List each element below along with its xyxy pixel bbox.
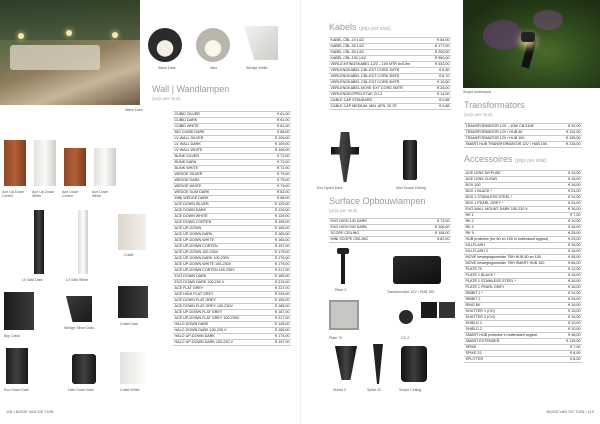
- product-price: € 12,00: [562, 267, 582, 273]
- product-name: ACE UP-DOWN CORTEN: [173, 244, 267, 250]
- accessories-title: Accessoires: [464, 154, 513, 164]
- product-name: ACE UP-DOWN FLAT GREY 100-230V: [173, 316, 267, 322]
- product-price: € 0,88: [430, 104, 451, 110]
- lamp-caption-cubid: Cubid: [124, 253, 134, 257]
- product-price: € 16,00: [562, 183, 582, 189]
- product-price: € 16,00: [562, 225, 582, 231]
- product-price: € 10,00: [562, 219, 582, 225]
- surface-section-title: Surface Opbouwlampen: [329, 196, 426, 206]
- product-price: € 8,70: [430, 74, 451, 80]
- product-price: € 217,00: [267, 316, 291, 322]
- riser-lamp: [341, 252, 345, 284]
- product-name: EVO DOWN DARK 100-230 V: [173, 280, 267, 286]
- evo-hydro-dark-lamp: [331, 132, 359, 182]
- product-name: SHIELD 1: [464, 321, 562, 327]
- product-name: RK 2: [464, 219, 562, 225]
- product-price: € 29,00: [562, 237, 582, 243]
- table-row: [464, 357, 582, 363]
- product-price: € 24,00: [562, 195, 582, 201]
- product-name: VERLICHTINGSKABEL 12/2 – 100 MTR 6x0,5m: [329, 62, 430, 68]
- lamp-caption-cubid-white: Cubid White: [120, 388, 140, 392]
- product-name: HALO UP-DOWN DARK: [173, 334, 267, 340]
- product-name: BIG CUBID DARK: [173, 130, 267, 136]
- scope-caption: Scope buitenspot: [463, 90, 491, 94]
- transformers-section-title: Transformators: [464, 100, 525, 110]
- product-price: € 129,00: [267, 202, 291, 208]
- product-name: VERLENGKABEL CBL-EXT CORD 5MTR: [329, 80, 430, 86]
- product-price: € 32,00: [562, 124, 582, 130]
- product-price: € 175,00: [267, 334, 291, 340]
- photo-caption: Wave Dark: [125, 108, 143, 112]
- product-price: € 10,00: [562, 327, 582, 333]
- lv-wall-dark-lamp: [34, 210, 44, 274]
- product-name: KABEL CBL-10 14/2: [329, 38, 430, 44]
- product-price: € 177,00: [430, 44, 451, 50]
- product-name: EVO HIGH 140 DARK: [329, 219, 414, 225]
- product-price: € 79,00: [267, 172, 291, 178]
- product-name: CABLE CAP MEDIUM. MIN. AFN. 25 ST.: [329, 104, 430, 110]
- lamp-caption-cubid-dark: Cubid Dark: [120, 322, 138, 326]
- product-name: ACE DOWN SILVER: [173, 202, 267, 208]
- product-price: € 6,50: [430, 68, 451, 74]
- product-name: KABEL CBL-30 14/2: [329, 44, 430, 50]
- mini-scope-ceiling-lamp: [403, 140, 417, 180]
- product-price: € 114,00: [562, 130, 582, 136]
- product-name: CABLE CAP STANDARD: [329, 98, 430, 104]
- product-price: € 15,00: [562, 315, 582, 321]
- product-price: € 109,00: [267, 148, 291, 154]
- product-name: ACE UP-DOWN: [173, 226, 267, 232]
- transformator-lamp: [393, 256, 441, 284]
- scope-garden-photo: [463, 0, 600, 88]
- product-price: € 165,00: [267, 238, 291, 244]
- product-price: € 119,00: [562, 339, 582, 345]
- product-name: KABEL CBL-50 14/2: [329, 50, 430, 56]
- product-price: € 79,00: [267, 178, 291, 184]
- plate70-lamp: [329, 300, 359, 330]
- product-price: € 72,00: [267, 166, 291, 172]
- product-name: CUBID DARK: [173, 118, 267, 124]
- product-price: € 73,00: [414, 219, 451, 225]
- product-price: € 108,00: [414, 231, 451, 237]
- lamp-caption-ace-down-white: Ace Down White: [92, 190, 109, 198]
- product-price: € 88,00: [267, 130, 291, 136]
- product-price: € 82,00: [414, 237, 451, 243]
- product-price: € 15,00: [562, 177, 582, 183]
- product-name: ACE LENS DIFFUSE: [464, 171, 562, 177]
- product-price: € 109,00: [267, 136, 291, 142]
- product-name: MOVE bewegingsmelder TBH HUB 60 en 100: [464, 255, 562, 261]
- product-name: ACE UP-DOWN CORTEN 100-230V: [173, 268, 267, 274]
- product-price: € 14,00: [430, 92, 451, 98]
- surface-section-subtitle: (prijs per stuk): [329, 208, 358, 213]
- product-name: EVO DOWN DARK: [173, 274, 267, 280]
- product-price: € 48,00: [562, 333, 582, 339]
- cables-title: Kabels: [329, 22, 357, 32]
- product-price: € 129,00: [267, 214, 291, 220]
- cables-subtitle: (prijs per stuk): [359, 26, 391, 32]
- product-price: € 72,00: [267, 154, 291, 160]
- spike-caption: Spike 22: [367, 388, 381, 392]
- wall-section-subtitle: (prijs per stuk): [152, 96, 181, 101]
- product-name: ACE DOWN FLAT GREY 100-230V: [173, 304, 267, 310]
- product-price: € 16,00: [562, 243, 582, 249]
- product-name: TRANSFORMATOR 12V – 10W CB-510E: [464, 124, 562, 130]
- product-name: ACE FLAT GREY: [173, 286, 267, 292]
- lamp-caption-ace-up-down-corten: Ace Up-Down Corten: [2, 190, 25, 198]
- product-price: € 155,00: [267, 220, 291, 226]
- product-price: € 16,00: [562, 207, 582, 213]
- accessories-price-table: [464, 170, 582, 363]
- product-price: € 16,00: [562, 285, 582, 291]
- product-price: € 215,00: [267, 280, 291, 286]
- product-name: RK 5: [464, 231, 562, 237]
- cc2-lamp: [399, 310, 413, 324]
- product-price: € 109,00: [267, 142, 291, 148]
- surface-price-table: [329, 218, 451, 243]
- product-price: € 185,00: [267, 274, 291, 280]
- product-name: MINI WEDGE DARK: [173, 196, 267, 202]
- product-price: € 26,00: [562, 297, 582, 303]
- product-name: PLATE 1 PEARL GREY: [464, 285, 562, 291]
- ace-up-down-corten-lamp: [4, 140, 26, 186]
- product-price: € 16,00: [562, 249, 582, 255]
- product-price: € 179,00: [267, 256, 291, 262]
- scope-ceiling-caption: Scope Ceiling: [399, 388, 422, 392]
- product-price: € 227,00: [267, 286, 291, 292]
- product-price: € 10,00: [562, 321, 582, 327]
- product-name: TRANSFORMATOR 12V / HUB 60: [464, 130, 562, 136]
- product-price: € 64,00: [430, 38, 451, 44]
- lamp-caption-evo-down-dark: Evo Down Dark: [4, 388, 29, 392]
- product-name: SHIELD 2: [464, 327, 562, 333]
- lamp-caption-nice: Nice: [210, 66, 218, 70]
- product-price: € 24,00: [562, 189, 582, 195]
- product-name: MOVE bewegingsmelder TBH SMART HUB 150: [464, 261, 562, 267]
- product-price: € 61,00: [267, 112, 291, 118]
- product-name: SMART HUB protector in buitenkant opgest.: [464, 333, 562, 339]
- product-price: € 25,00: [562, 231, 582, 237]
- product-name: SHUTTER 1 (CH): [464, 309, 562, 315]
- product-price: € 48,00: [562, 255, 582, 261]
- accessories-subtitle: (prijs per stuk): [515, 158, 547, 164]
- product-name: BLINK SILVER: [173, 154, 267, 160]
- product-price: € 66,00: [562, 261, 582, 267]
- evo-down-dark-lamp: [6, 348, 28, 384]
- product-name: ACE UP-DOWN DARK 100-230V: [173, 256, 267, 262]
- product-name: VERLENGKOPPELSTUK CC-2: [329, 92, 430, 98]
- product-name: EVO WALL MOUNT DARK 100-230 V: [464, 207, 562, 213]
- product-name: ACE UP-DOWN DARK: [173, 232, 267, 238]
- product-name: SPLITTER: [464, 357, 562, 363]
- left-page-footer: 118 | BASIS VAN DE TUIN: [6, 409, 54, 414]
- product-price: € 197,00: [267, 340, 291, 346]
- product-name: SHUTTER 2 (CH): [464, 315, 562, 321]
- product-name: PLATE 1 STAINLESS STEEL *: [464, 279, 562, 285]
- wave-dark-lamp: [148, 28, 182, 62]
- product-price: € 79,00: [267, 184, 291, 190]
- product-name: WEDGE SLIM DARK: [173, 190, 267, 196]
- product-price: € 8,00: [562, 357, 582, 363]
- product-name: BOX 1 BLACK *: [464, 189, 562, 195]
- shield-lamp: [335, 346, 357, 380]
- product-name: PLATE 70: [464, 267, 562, 273]
- product-name: SCOPE CEILING: [329, 231, 414, 237]
- right-page: [300, 0, 600, 424]
- product-name: HALO UP-DOWN DARK 100-230 V: [173, 340, 267, 346]
- product-name: ACE DOWN FLAT GREY: [173, 298, 267, 304]
- product-name: RIBBIT 2: [464, 297, 562, 303]
- box-grey-lamp: [439, 302, 455, 318]
- lamp-caption-lv-wall-dark: LV Wall Dark: [22, 278, 43, 282]
- product-price: € 0,88: [430, 98, 451, 104]
- riser-caption: Riser 2: [335, 288, 347, 292]
- big-cubid-lamp: [4, 292, 34, 330]
- product-price: € 106,00: [414, 225, 451, 231]
- product-name: LV WALL WHITE: [173, 148, 267, 154]
- product-name: SPIKE 22: [464, 351, 562, 357]
- scope-ceiling-lamp: [401, 346, 427, 382]
- product-price: € 239,00: [267, 292, 291, 298]
- cables-price-table: [329, 37, 451, 110]
- wedge-silver-dark-lamp: [66, 296, 92, 322]
- table-row: [464, 142, 582, 148]
- product-price: € 16,00: [562, 303, 582, 309]
- product-price: € 7,00: [562, 213, 582, 219]
- garden-photo: [0, 0, 140, 105]
- product-name: WEDGE SILVER: [173, 172, 267, 178]
- product-name: HALO DOWN DARK 100-230 V: [173, 328, 267, 334]
- product-price: € 290,00: [430, 50, 451, 56]
- product-name: HALO DOWN DARK: [173, 322, 267, 328]
- product-name: ACE UP-DOWN WHITE: [173, 238, 267, 244]
- product-price: € 165,00: [267, 232, 291, 238]
- table-row: [329, 237, 451, 243]
- cubid-dark-lamp: [118, 286, 148, 318]
- product-price: € 7,00: [562, 345, 582, 351]
- product-price: € 15,00: [562, 171, 582, 177]
- product-name: ACE DOWN CORTEN: [173, 220, 267, 226]
- product-price: € 218,00: [562, 142, 582, 148]
- table-row: [329, 104, 451, 110]
- product-name: CUBID WHITE: [173, 124, 267, 130]
- product-name: ACE LENS CLEAR: [464, 177, 562, 183]
- cubid-white-lamp: [120, 352, 146, 384]
- lamp-caption-lv-wall-white: LV Wall White: [66, 278, 89, 282]
- wall-price-table: [173, 111, 291, 346]
- lamp-caption-wedge-white: Wedge White: [246, 66, 268, 70]
- transformers-section-subtitle: (prijs per stuk): [464, 112, 493, 117]
- lamp-caption-wedge-silver-dark: Wedge Silver Dark: [64, 326, 94, 330]
- product-name: HUB protector (for 60 en 100 in buitenkant opgest): [464, 237, 562, 243]
- product-name: KILLFLASH 2: [464, 249, 562, 255]
- product-price: € 24,00: [562, 201, 582, 207]
- product-name: RK 4: [464, 225, 562, 231]
- right-page-footer: BASIS VAN DE TUIN | 119: [546, 409, 594, 414]
- product-price: € 72,00: [267, 160, 291, 166]
- product-name: EVO HIGH 940 DARK: [329, 225, 414, 231]
- ace-down-white-lamp: [94, 148, 116, 186]
- lamp-caption-big-cubid: Big Cubid: [4, 334, 20, 338]
- product-name: SMART HUB TRANSFORMATOR 12V / HUB 150: [464, 142, 562, 148]
- product-name: SPIKE: [464, 345, 562, 351]
- mini-scope-caption: Mini Scope Ceiling: [396, 186, 426, 190]
- product-price: € 165,00: [267, 226, 291, 232]
- product-price: € 82,00: [267, 190, 291, 196]
- ace-up-down-white-lamp: [34, 140, 56, 186]
- product-name: VERLENGKABEL MOVE EXT CORD 5MTR: [329, 86, 430, 92]
- product-price: € 187,00: [267, 310, 291, 316]
- plate70-caption: Plate 70: [329, 336, 343, 340]
- shield-caption: Shield 2: [333, 388, 346, 392]
- product-name: BLINK DARK: [173, 160, 267, 166]
- lamp-caption-ace-up-down-white: Ace Up-Down White: [32, 190, 55, 198]
- product-price: € 8,00: [562, 351, 582, 357]
- product-price: € 16,00: [562, 273, 582, 279]
- ace-down-corten-lamp: [64, 148, 86, 186]
- cubid-lamp: [118, 214, 146, 250]
- product-price: € 179,00: [267, 262, 291, 268]
- product-name: VERLENGKABEL CBL-EXT CORD 1MTR: [329, 68, 430, 74]
- product-price: € 15,00: [562, 309, 582, 315]
- product-price: € 26,00: [430, 86, 451, 92]
- product-name: RK 1: [464, 213, 562, 219]
- wall-section-title: Wall | Wandlampen: [152, 84, 230, 94]
- transformers-price-table: [464, 123, 582, 148]
- product-name: KILLFLASH: [464, 243, 562, 249]
- product-name: ACE DOWN DARK: [173, 208, 267, 214]
- product-price: € 197,00: [267, 244, 291, 250]
- product-name: KABEL CBL-100 14/2: [329, 56, 430, 62]
- product-name: VERLENGKABEL CBL-EXT CORD 3MTR: [329, 74, 430, 80]
- product-price: € 590,00: [430, 56, 451, 62]
- product-price: € 217,00: [267, 268, 291, 274]
- product-name: RING 80: [464, 303, 562, 309]
- product-name: ACE HIGH FLAT GREY: [173, 292, 267, 298]
- product-price: € 68,00: [267, 196, 291, 202]
- product-price: € 179,00: [267, 250, 291, 256]
- product-name: ACE UP-DOWN FLAT GREY: [173, 310, 267, 316]
- product-name: ACE UP-DOWN 100-230V: [173, 250, 267, 256]
- product-price: € 24,00: [562, 291, 582, 297]
- cables-section-title: [329, 22, 391, 32]
- transformator-caption: Transformator 12V / HUB 150: [387, 290, 435, 294]
- table-row: [173, 340, 291, 346]
- product-name: LV WALL SILVER: [173, 136, 267, 142]
- accessories-section-title: [464, 154, 547, 164]
- product-price: € 61,00: [267, 124, 291, 130]
- spike-lamp: [373, 344, 383, 384]
- product-price: € 155,00: [267, 298, 291, 304]
- lv-wall-white-lamp: [78, 210, 88, 274]
- product-name: LV WALL DARK: [173, 142, 267, 148]
- product-price: € 129,00: [267, 208, 291, 214]
- product-price: € 185,00: [267, 304, 291, 310]
- product-name: CUBID SILVER: [173, 112, 267, 118]
- product-name: SMART EXTENDER: [464, 339, 562, 345]
- product-name: BOX 1 STAINLESS STEEL *: [464, 195, 562, 201]
- product-name: RIBBIT 1 *: [464, 291, 562, 297]
- product-price: € 16,00: [562, 279, 582, 285]
- product-price: € 145,00: [267, 322, 291, 328]
- lamp-caption-wave-dark: Wave Dark: [158, 66, 176, 70]
- product-price: € 61,00: [267, 118, 291, 124]
- evo-hydro-caption: Evo Hydro Dark: [317, 186, 343, 190]
- product-name: MINI SCOPE CEILING: [329, 237, 414, 243]
- riser-head-icon: [337, 248, 349, 254]
- product-price: € 533,00: [430, 62, 451, 68]
- product-name: WEDGE DARK: [173, 178, 267, 184]
- product-name: TRANSFORMATOR 12V / HUB 100: [464, 136, 562, 142]
- product-price: € 10,90: [430, 80, 451, 86]
- halo-down-dark-lamp: [72, 354, 96, 384]
- lamp-caption-halo-down-dark: Halo Down Dark: [68, 388, 95, 392]
- product-name: WEDGE WHITE: [173, 184, 267, 190]
- nice-lamp: [196, 28, 230, 62]
- product-name: BLINK WHITE: [173, 166, 267, 172]
- product-name: ACE DOWN WHITE: [173, 214, 267, 220]
- cc2-caption: CC-2: [401, 336, 410, 340]
- lamp-caption-ace-down-corten: Ace Down Corten: [62, 190, 79, 198]
- product-name: PLATE 1 BLACK *: [464, 273, 562, 279]
- product-name: BOX 1 PEARL GREY *: [464, 201, 562, 207]
- product-name: ACE UP-DOWN WHITE 100-230V: [173, 262, 267, 268]
- product-price: € 195,00: [562, 136, 582, 142]
- product-name: BOX 100: [464, 183, 562, 189]
- product-price: € 165,00: [267, 328, 291, 334]
- wedge-white-lamp: [244, 26, 278, 60]
- box-black-lamp: [421, 302, 437, 318]
